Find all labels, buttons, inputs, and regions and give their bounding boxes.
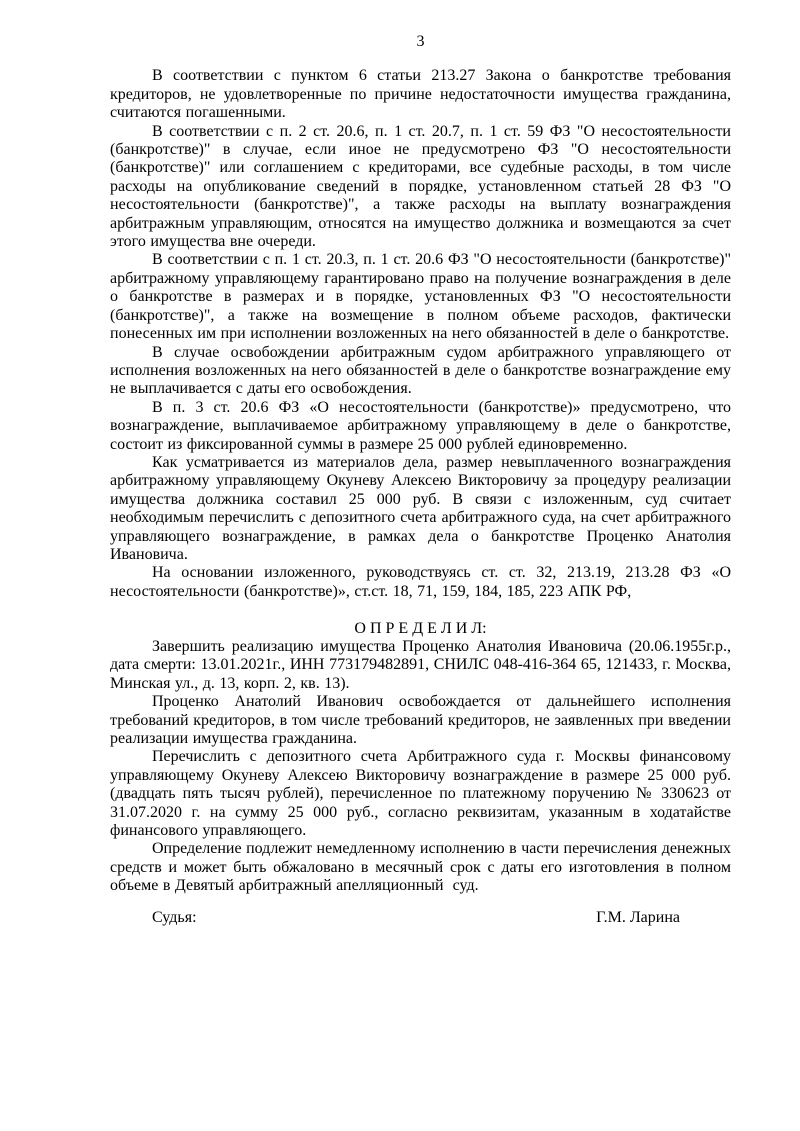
resolution-paragraph: Перечислить с депозитного счета Арбитражного суда г. Москвы финансовому управляющему Окуневу Алексею Викторовичу вознаграждение в размере 25 000 руб. (двадцать пять тысяч рублей), перечисленное по платежному поручению № 330623 от 31.07.2020 г. на сумму 25 000 руб., согласно реквизитам, указанным в ходатайстве финансового управляющего. [110,748,731,840]
body-paragraph: В соответствии с п. 2 ст. 20.6, п. 1 ст. 20.7, п. 1 ст. 59 ФЗ "О несостоятельности (банкротстве)" в случае, если иное не предусмотрено ФЗ "О несостоятельности (банкротстве)" или соглашением с кредиторами, все судебные расходы, в том числе расходы на опубликование сведений в порядке, установленном статьей 28 ФЗ "О несостоятельности (банкротстве)", а также расходы на выплату вознаграждения арбитражным управляющим, относятся на имущество должника и возмещаются за счет этого имущества вне очереди. [110,122,731,251]
judge-name: Г.М. Ларина [596,908,680,926]
resolution-paragraph: Проценко Анатолий Иванович освобождается от дальнейшего исполнения требований кредиторов, в том числе требований кредиторов, не заявленных при введении реализации имущества гражданина. [110,693,731,748]
judge-label: Судья: [152,908,197,926]
ruling-heading: О П Р Е Д Е Л И Л: [354,619,487,637]
body-paragraph: В соответствии с пунктом 6 статьи 213.27 Закона о банкротстве требования кредиторов, не удовлетворенные по причине недостаточности имущества гражданина, считаются погашенными. [110,67,731,122]
body-paragraph: В случае освобождении арбитражным судом арбитражного управляющего от исполнения возложенных на него обязанностей в деле о банкротстве вознаграждение ему не выплачивается с даты его освобождения. [110,343,731,398]
body-paragraph: Как усматривается из материалов дела, размер невыплаченного вознаграждения арбитражному управляющему Окуневу Алексею Викторовичу за процедуру реализации имущества должника составил 25 000 руб. В связи с изложенным, суд считает необходимым перечислить с депозитного счета арбитражного суда, на счет арбитражного управляющего вознаграждение, в рамках дела о банкротстве Проценко Анатолия Ивановича. [110,453,731,563]
body-paragraph: В п. 3 ст. 20.6 ФЗ «О несостоятельности (банкротстве)» предусмотрено, что вознаграждение, выплачиваемое арбитражному управляющему в деле о банкротстве, состоит из фиксированной суммы в размере 25 000 рублей единовременно. [110,398,731,453]
body-paragraph: На основании изложенного, руководствуясь ст. ст. 32, 213.19, 213.28 ФЗ «О несостоятельности (банкротстве)», ст.ст. 18, 71, 159, 184, 185, 223 АПК РФ, [110,564,731,600]
signature-row [110,909,731,927]
body-paragraph: В соответствии с п. 1 ст. 20.3, п. 1 ст. 20.6 ФЗ "О несостоятельности (банкротстве)" арбитражному управляющему гарантировано право на получение вознаграждения в деле о банкротстве в размерах и в порядке, установленных ФЗ "О несостоятельности (банкротстве)", а также на возмещение в полном объеме расходов, фактически понесенных им при исполнении возложенных на него обязанностей в деле о банкротстве. [110,251,731,343]
resolution-paragraph: Определение подлежит немедленному исполнению в части перечисления денежных средств и может быть обжаловано в месячный срок с даты его изготовления в полном объеме в Девятый арбитражный апелляционный суд. [110,840,731,895]
resolution-paragraph: Завершить реализацию имущества Проценко Анатолия Ивановича (20.06.1955г.р., дата смерти: 13.01.2021г., ИНН 773179482891, СНИЛС 048-416-364 65, 121433, г. Москва, Минская ул., д. 13, корп. 2, кв. 13). [110,637,731,692]
page-number: 3 [416,33,425,50]
